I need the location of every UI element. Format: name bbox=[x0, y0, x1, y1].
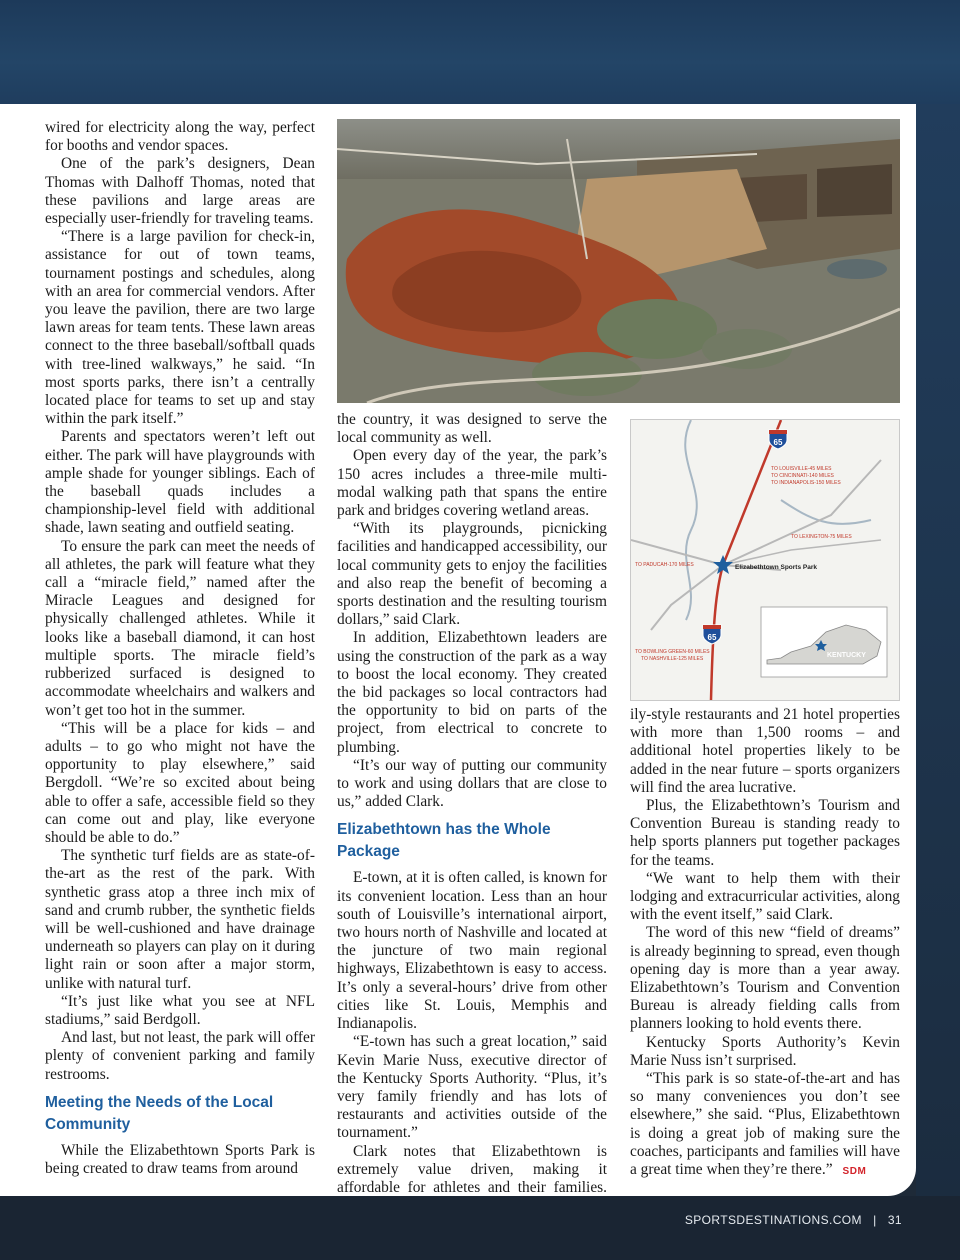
paragraph: To ensure the park can meet the needs of all athletes, the park will feature what they call a “miracle field,” named after the Miracle Leagues and designed for physically challenged athletes. While it looks like a baseball diamond, it can host multiple sports. The miracle field’s rubberized surfaced is designed to accommodate wheelchairs and walkers and won’t get too hot in the summer. bbox=[45, 537, 315, 719]
article-column-1 bbox=[45, 119, 315, 1178]
section-heading-local-community: Meeting the Needs of the Local Community bbox=[45, 1093, 274, 1133]
label-indianapolis: TO INDIANAPOLIS-150 MILES bbox=[771, 480, 841, 486]
paragraph: The synthetic turf fields are as state-of-the-art as the rest of the park. With synthetic grass atop a three inch mix of sand and crumb rubber, the synthetic fields will be well-cushioned and have drainage underneath so players can play on it during light rain or soon after a major storm, unlike with natural turf. bbox=[45, 847, 315, 992]
paragraph: “E-town has such a great location,” said Kevin Marie Nuss, executive director of the Kentucky Sports Authority. “Plus, it’s very family friendly and has lots of restaurants and activities outside of the tournament.” bbox=[337, 1033, 607, 1142]
paragraph: Open every day of the year, the park’s 150 acres includes a three-mile multi-modal walking path that spans the entire park and bridges covering wetland areas. bbox=[337, 447, 607, 520]
paragraph: In addition, Elizabethtown leaders are using the construction of the park as a way to boost the local economy. They created the bid packages so local contractors had the opportunity to bid on parts of the project, from electrical to concrete to plumbing. bbox=[337, 629, 607, 756]
right-margin-band bbox=[916, 104, 960, 1196]
paragraph: While the Elizabethtown Sports Park is being created to draw teams from around bbox=[45, 1141, 315, 1177]
label-bowling-green: TO BOWLING GREEN-60 MILES bbox=[635, 649, 710, 655]
aerial-photo-sports-park bbox=[337, 119, 900, 403]
sdm-end-mark: SDM bbox=[842, 1166, 867, 1178]
paragraph: “With its playgrounds, picnicking facilities and handicapped accessibility, our local community gets to enjoy the facilities and also reap the benefit of becoming a sports destination and the resulting tourism dollars,” said Clark. bbox=[337, 520, 607, 629]
paragraph: Clark notes that Elizabethtown is extremely value driven, making it affordable for athletes and their families. bbox=[337, 1142, 607, 1196]
paragraph: Parents and spectators weren’t left out either. The park will have playgrounds with ample shade for younger siblings. Each of the baseball quads includes a championship-level field with additional shade, lawn seating and outfield seating. bbox=[45, 428, 315, 537]
paragraph: And last, but not least, the park will offer plenty of convenient parking and family restrooms. bbox=[45, 1029, 315, 1083]
paragraph: The word of this new “field of dreams” is already beginning to spread, even though opening day is more than a year away. Elizabethtown’s Tourism and Convention Bureau is already fielding calls from planners looking to hold events there. bbox=[630, 924, 900, 1033]
paragraph: “It’s just like what you see at NFL stadiums,” said Berdgoll. bbox=[45, 992, 315, 1028]
paragraph: “This will be a place for kids – and adults – to go who might not have the opportunity to play elsewhere,” said Bergdoll. “We’re so excited about being able to offer a safe, accessible field so they can come out and play, like everyone should be able to do.” bbox=[45, 719, 315, 846]
map-graphic bbox=[631, 420, 899, 700]
top-banner bbox=[0, 0, 960, 104]
paragraph: Kentucky Sports Authority’s Kevin Marie Nuss isn’t surprised. bbox=[630, 1033, 900, 1069]
page-footer bbox=[0, 1196, 960, 1260]
label-sports-park: Elizabethtown Sports Park bbox=[735, 564, 817, 571]
paragraph: “It’s our way of putting our community to work and using dollars that are close to us,” added Clark. bbox=[337, 756, 607, 811]
paragraph: “There is a large pavilion for check-in, assistance for out of town teams, tournament postings and schedules, along with an area for commercial vendors. After you leave the pavilion, there are two large lawn areas for team tents. These lawn areas connect to the three baseball/softball quads with tree-lined walkways,” he said. “In most sports parks, there isn’t a centrally located place for teams to set up and stay within the park itself.” bbox=[45, 228, 315, 428]
paragraph: E-town, at it is often called, is known for its convenient location. Less than an hour south of Louisville’s international airport, two hours north of Nashville and located at the juncture of two main regional highways, Elizabethtown is easy to access. It’s only a several-hours’ drive from other cities like St. Louis, Memphis and Indianapolis. bbox=[337, 869, 607, 1033]
footer-site: SPORTSDESTINATIONS.COM bbox=[684, 1213, 862, 1227]
article-column-3 bbox=[630, 706, 900, 1181]
paragraph: One of the park’s designers, Dean Thomas with Dalhoff Thomas, noted that these pavilions and large areas are especially user-friendly for traveling teams. bbox=[45, 155, 315, 228]
article-column-2 bbox=[337, 411, 607, 1215]
footer-separator: | bbox=[873, 1213, 877, 1227]
paragraph: ily-style restaurants and 21 hotel properties with more than 1,500 rooms – and additional hotel properties likely to be added in the near future – sports organizers will find the area lucrative. bbox=[630, 706, 900, 796]
label-kentucky: KENTUCKY bbox=[827, 652, 866, 659]
paragraph: wired for electricity along the way, perfect for booths and vendor spaces. bbox=[45, 119, 315, 155]
location-map bbox=[630, 419, 900, 701]
paragraph: the country, it was designed to serve the local community as well. bbox=[337, 411, 607, 447]
label-nashville: TO NASHVILLE-125 MILES bbox=[641, 656, 704, 662]
paragraph: “We want to help them with their lodging and extracurricular activities, along with the event itself,” said Clark. bbox=[630, 869, 900, 924]
paragraph-final bbox=[630, 1070, 900, 1181]
footer-folio bbox=[685, 1213, 902, 1227]
interstate-number-bottom: 65 bbox=[707, 633, 717, 642]
page-number: 31 bbox=[887, 1213, 902, 1227]
paragraph: Plus, the Elizabethtown’s Tourism and Convention Bureau is standing ready to help sports planners put together packages for the teams. bbox=[630, 797, 900, 869]
aerial-photo-graphic bbox=[337, 119, 900, 403]
kentucky-inset-map bbox=[761, 607, 887, 677]
label-paducah: TO PADUCAH-170 MILES bbox=[635, 562, 694, 568]
interstate-number-top: 65 bbox=[773, 438, 783, 447]
section-heading-whole-package: Elizabethtown has the Whole Package bbox=[337, 821, 551, 861]
label-lexington: TO LEXINGTON-75 MILES bbox=[791, 534, 852, 540]
paragraph-text: “This park is so state-of-the-art and has so many conveniences you don’t see elsewhere,” she said. “Plus, Elizabethtown is doing a great job of making sure the coaches, participants and families will have a great time when they’re there.” bbox=[630, 1070, 900, 1179]
label-louisville: TO LOUISVILLE-45 MILES bbox=[771, 466, 832, 472]
label-cincinnati: TO CINCINNATI-140 MILES bbox=[771, 473, 834, 479]
